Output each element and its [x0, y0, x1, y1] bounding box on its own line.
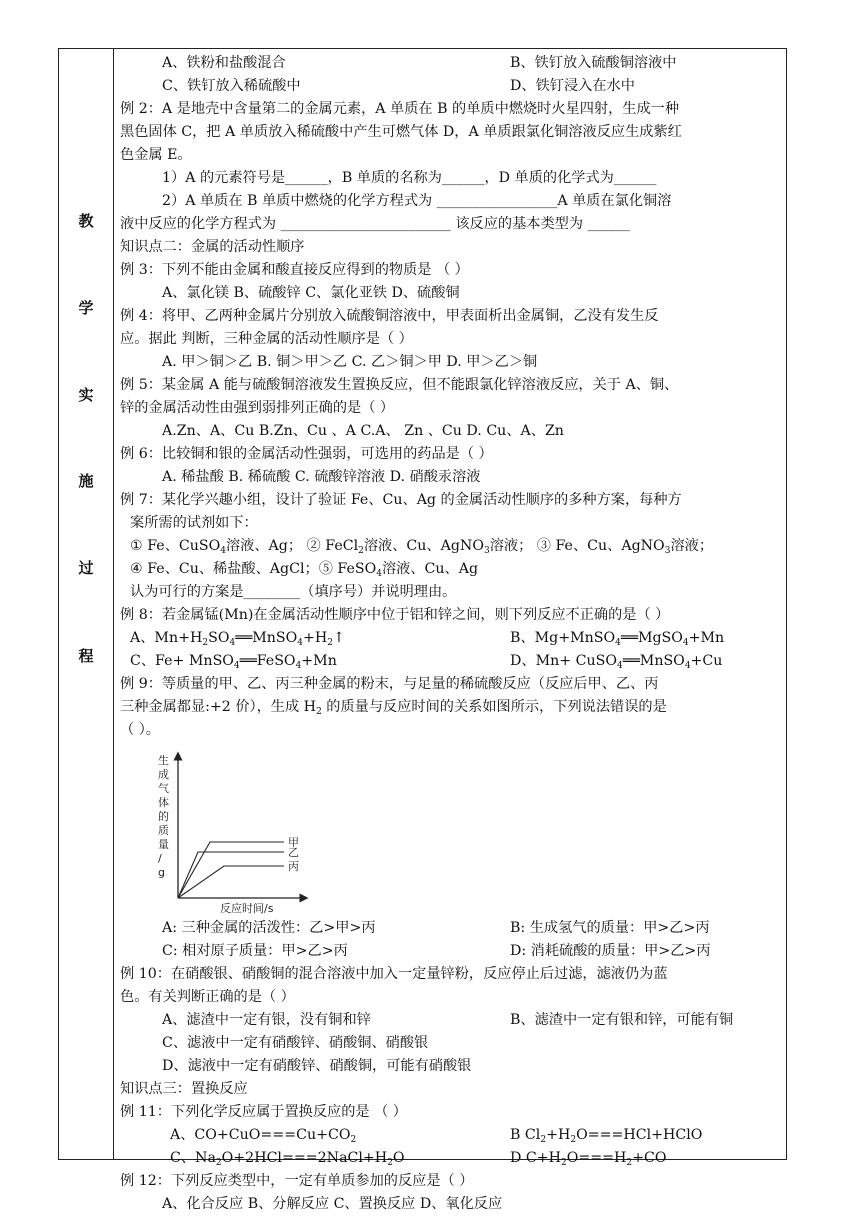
option-right: B、Mg+MnSO$_4$══MgSO$_4$+Mn: [510, 630, 725, 648]
line-text: 例 10：在硝酸银、硝酸铜的混合溶液中加入一定量锌粉，反应停止后过滤，滤液仍为蓝: [120, 966, 668, 982]
option-left: A、铁粉和盐酸混合: [162, 55, 286, 71]
text-line: [120, 259, 785, 282]
series-label-bing: 丙: [288, 860, 299, 873]
line-text: 知识点二：金属的活动性顺序: [120, 239, 305, 255]
text-line: [120, 940, 785, 963]
text-line: [120, 1009, 785, 1032]
line-text: 案所需的试剂如下：: [130, 515, 258, 531]
text-line: [120, 213, 785, 236]
line-text: 例 12：下列反应类型中，一定有单质参加的反应是（ ）: [120, 1173, 474, 1189]
option-left: A、滤渣中一定有银，没有铜和锌: [162, 1012, 371, 1028]
option-left: C、铁钉放入稀硫酸中: [162, 78, 301, 94]
reaction-graph: [120, 742, 785, 917]
series-label-jia: 甲: [288, 836, 299, 849]
line-text: 色金属 E。: [120, 147, 192, 163]
text-line: [120, 98, 785, 121]
text-line: [120, 305, 785, 328]
x-axis-label: 反应时间/s: [220, 902, 274, 915]
option-left: A、$Mn+H_2SO_4══MnSO_4+H_2↑$: [130, 630, 345, 648]
text-line: [120, 604, 785, 627]
option-right: B、铁钉放入硫酸铜溶液中: [510, 55, 677, 71]
exercise-block-2: [120, 917, 785, 1216]
text-line: [120, 1124, 785, 1147]
text-line: [120, 558, 785, 581]
h2-mass-time-chart: [154, 750, 354, 915]
text-line: [120, 466, 785, 489]
text-line: [120, 963, 785, 986]
line-text: A、氯化镁 B、硫酸锌 C、氯化亚铁 D、硫酸铜: [162, 285, 460, 301]
text-line: [120, 627, 785, 650]
text-line: [120, 397, 785, 420]
side-label-char: 程: [78, 647, 94, 665]
option-left: C、Fe+ MnSO$_4$══FeSO$_4$+Mn: [130, 653, 337, 671]
text-line: [120, 986, 785, 1009]
y-axis-label: 生成气体的质量/ g: [158, 754, 169, 879]
text-line: [120, 443, 785, 466]
text-line: [120, 512, 785, 535]
option-right: B: 生成氢气的质量：甲>乙>丙: [510, 920, 710, 936]
line-text: A、化合反应 B、分解反应 C、置换反应 D、氧化反应: [162, 1196, 503, 1212]
text-line: [120, 719, 785, 742]
line-text: 1）A 的元素符号是______，B 单质的名称为______，D 单质的化学式为______: [162, 170, 657, 186]
text-line: [120, 1147, 785, 1170]
text-line: [120, 420, 785, 443]
option-right: D、铁钉浸入在水中: [510, 78, 635, 94]
line-text: 例 11：下列化学反应属于置换反应的是 （ ）: [120, 1104, 407, 1120]
option-left: C、$Na_2O+2HCl===2NaCl+H_2O$: [170, 1150, 405, 1168]
text-line: [120, 696, 785, 719]
text-line: [120, 650, 785, 673]
series-line-jia: [178, 842, 284, 898]
text-line: [120, 75, 785, 98]
line-text: D、滤液中一定有硝酸锌、硝酸铜，可能有硝酸银: [162, 1058, 472, 1074]
text-line: [120, 190, 785, 213]
text-line: [120, 1032, 785, 1055]
side-label-char: 学: [78, 299, 94, 317]
text-line: [120, 144, 785, 167]
line-text: 知识点三：置换反应: [120, 1081, 248, 1097]
line-text: 例 7：某化学兴趣小组，设计了验证 Fe、Cu、Ag 的金属活动性顺序的多种方案，每种方: [120, 492, 682, 508]
series-line-yi: [178, 852, 284, 898]
text-line: [120, 374, 785, 397]
line-text: 黑色固体 C，把 A 单质放入稀硫酸中产生可燃气体 D，A 单质跟氯化铜溶液反应生成紫红: [120, 124, 682, 140]
option-right: D: 消耗硫酸的质量：甲>乙>丙: [510, 943, 711, 959]
text-line: [120, 1055, 785, 1078]
option-right: D、Mn+ CuSO$_4$══MnSO$_4$+Cu: [510, 653, 723, 671]
side-label-char: 实: [78, 386, 94, 404]
text-line: [120, 535, 785, 558]
option-left: A、$CO+CuO===Cu+CO_2$: [170, 1127, 357, 1145]
line-text: 2）A 单质在 B 单质中燃烧的化学方程式为 _________________A 单质在氯化铜溶: [162, 193, 672, 209]
text-line: [120, 328, 785, 351]
series-label-yi: 乙: [288, 846, 299, 859]
option-left: C: 相对原子质量：甲>乙>丙: [162, 943, 348, 959]
text-line: [120, 282, 785, 305]
option-right: D $C+H_2O===H_2+CO$: [510, 1150, 667, 1168]
text-line: [120, 1101, 785, 1124]
line-text: ① Fe、CuSO$_4$溶液、Ag； ② FeCl$_2$溶液、Cu、AgNO$_3$溶液； ③ Fe、Cu、AgNO$_3$溶液；: [130, 538, 714, 556]
text-line: [120, 1193, 785, 1216]
line-text: 应。据此 判断，三种金属的活动性顺序是（ ）: [120, 331, 413, 347]
line-text: 例 2：A 是地壳中含量第二的金属元素，A 单质在 B 的单质中燃烧时火星四射，生成一种: [120, 101, 680, 117]
line-text: C、滤液中一定有硝酸锌、硝酸铜、硝酸银: [162, 1035, 429, 1051]
line-text: 液中反应的化学方程式为 ________________________ 该反应的基本类型为 ______: [120, 216, 631, 232]
text-line: [120, 489, 785, 512]
text-line: [120, 1170, 785, 1193]
line-text: ④ Fe、Cu、稀盐酸、AgCl；⑤ FeSO$_4$溶液、Cu、Ag: [130, 561, 479, 579]
side-label-char: 教: [78, 212, 94, 230]
line-text: A.Zn、A、Cu B.Zn、Cu 、A C.A、 Zn 、Cu D. Cu、A、Zn: [162, 423, 564, 439]
text-line: [120, 351, 785, 374]
side-label-char: 施: [78, 472, 94, 490]
line-text: 锌的金属活动性由强到弱排列正确的是（ ）: [120, 400, 395, 416]
option-right: B、滤渣中一定有银和锌，可能有铜: [510, 1012, 734, 1028]
line-text: 例 5：某金属 A 能与硫酸铜溶液发生置换反应，但不能跟氯化锌溶液反应，关于 A、铜、: [120, 377, 679, 393]
text-line: [120, 52, 785, 75]
line-text: A. 甲＞铜＞乙 B. 铜＞甲＞乙 C. 乙＞铜＞甲 D. 甲＞乙＞铜: [162, 354, 538, 370]
line-text: 认为可行的方案是________（填序号）并说明理由。: [130, 584, 457, 600]
line-text: 色。有关判断正确的是（ ）: [120, 989, 295, 1005]
exercise-block-1: [120, 52, 785, 742]
column-divider: [113, 48, 114, 1160]
text-line: [120, 236, 785, 259]
option-right: B $Cl_2+H_2O===HCl+HClO$: [510, 1127, 703, 1145]
line-text: 例 8：若金属锰(Mn)在金属活动性顺序中位于铝和锌之间，则下列反应不正确的是（ ）: [120, 607, 670, 623]
line-text: 例 3：下列不能由金属和酸直接反应得到的物质是 （ ）: [120, 262, 469, 278]
option-left: A: 三种金属的活泼性：乙>甲>丙: [162, 920, 376, 936]
text-line: [120, 121, 785, 144]
text-line: [120, 167, 785, 190]
line-text: 例 6：比较铜和银的金属活动性强弱，可选用的药品是（ ）: [120, 446, 493, 462]
text-line: [120, 1078, 785, 1101]
line-text: A. 稀盐酸 B. 稀硫酸 C. 硫酸锌溶液 D. 硝酸汞溶液: [162, 469, 481, 485]
lesson-content: [120, 52, 785, 1216]
text-line: [120, 581, 785, 604]
text-line: [120, 673, 785, 696]
line-text: 例 4：将甲、乙两种金属片分别放入硫酸铜溶液中，甲表面析出金属铜，乙没有发生反: [120, 308, 659, 324]
text-line: [120, 917, 785, 940]
line-text: 三种金属都显:+2 价），生成 $H_2$ 的质量与反应时间的关系如图所示，下列说法错误的是: [120, 699, 667, 717]
line-text: （ ）。: [120, 722, 160, 738]
line-text: 例 9：等质量的甲、乙、丙三种金属的粉末，与足量的稀硫酸反应（反应后甲、乙、丙: [120, 676, 659, 692]
side-label-char: 过: [78, 559, 94, 577]
